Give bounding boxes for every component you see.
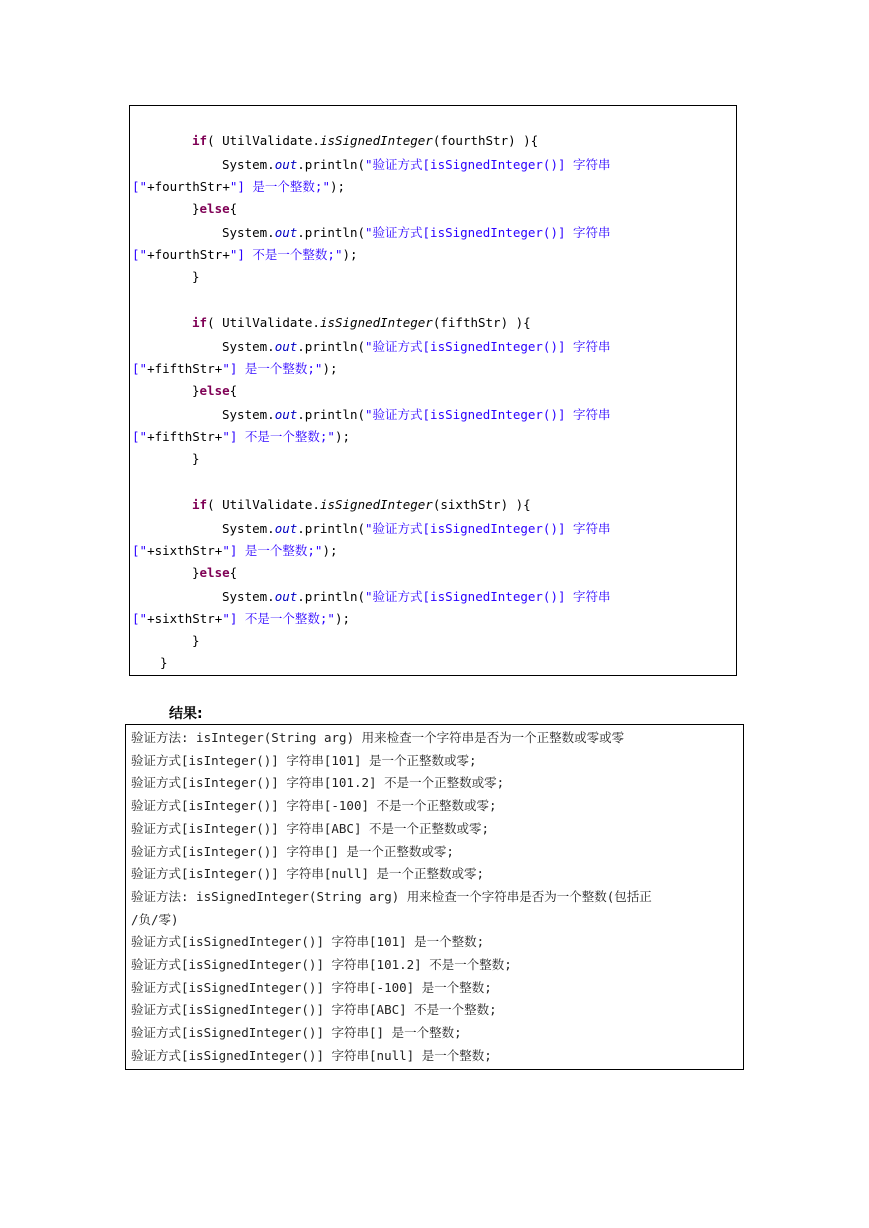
keyword-else: else bbox=[199, 201, 230, 216]
code-line: }else{ bbox=[192, 201, 238, 216]
code-line: System.out.println("验证方式[isSignedInteger()] 字符串 bbox=[222, 339, 611, 354]
code-line: }else{ bbox=[192, 383, 238, 398]
code-line: System.out.println("验证方式[isSignedInteger()] 字符串 bbox=[222, 157, 611, 172]
code-line: if( UtilValidate.isSignedInteger(fourthStr) ){ bbox=[192, 133, 539, 148]
code-line: } bbox=[192, 633, 200, 648]
result-line: 验证方式[isSignedInteger()] 字符串[] 是一个整数; bbox=[131, 1025, 462, 1041]
code-listing bbox=[129, 105, 737, 676]
result-line: 验证方式[isSignedInteger()] 字符串[101.2] 不是一个整数; bbox=[131, 957, 512, 972]
result-line: 验证方式[isSignedInteger()] 字符串[101] 是一个整数; bbox=[131, 934, 485, 950]
result-line: 验证方法: isInteger(String arg) 用来检查一个字符串是否为一个正整数或零或零 bbox=[131, 730, 625, 745]
code-line: }else{ bbox=[192, 565, 238, 580]
result-output bbox=[125, 724, 744, 1070]
result-line: 验证方式[isInteger()] 字符串[101] 是一个正整数或零; bbox=[131, 752, 477, 768]
keyword-else: else bbox=[199, 383, 230, 398]
keyword-else: else bbox=[199, 565, 230, 580]
result-line: 验证方式[isSignedInteger()] 字符串[null] 是一个整数; bbox=[131, 1047, 492, 1063]
code-line: ["+fourthStr+"] 是一个整数;"); bbox=[132, 179, 346, 194]
code-line: ["+fifthStr+"] 不是一个整数;"); bbox=[132, 429, 351, 444]
code-line: System.out.println("验证方式[isSignedInteger()] 字符串 bbox=[222, 225, 611, 240]
code-line: ["+sixthStr+"] 不是一个整数;"); bbox=[132, 611, 351, 626]
result-heading: 结果: bbox=[169, 706, 203, 722]
result-line: /负/零) bbox=[131, 911, 179, 927]
result-line: 验证方式[isInteger()] 字符串[101.2] 不是一个正整数或零; bbox=[131, 775, 505, 791]
code-line: ["+fourthStr+"] 不是一个整数;"); bbox=[132, 247, 358, 262]
code-line: ["+sixthStr+"] 是一个整数;"); bbox=[132, 543, 338, 558]
code-line: System.out.println("验证方式[isSignedInteger()] 字符串 bbox=[222, 589, 611, 604]
keyword-if: if bbox=[192, 315, 208, 330]
result-line: 验证方式[isInteger()] 字符串[ABC] 不是一个正整数或零; bbox=[131, 820, 490, 836]
code-line: System.out.println("验证方式[isSignedInteger()] 字符串 bbox=[222, 521, 611, 536]
code-line: if( UtilValidate.isSignedInteger(fifthStr) ){ bbox=[192, 315, 531, 330]
result-line: 验证方式[isInteger()] 字符串[-100] 不是一个正整数或零; bbox=[131, 798, 497, 814]
result-line: 验证方式[isSignedInteger()] 字符串[-100] 是一个整数; bbox=[131, 979, 492, 995]
keyword-if: if bbox=[192, 133, 208, 148]
result-line: 验证方法: isSignedInteger(String arg) 用来检查一个字符串是否为一个整数(包括正 bbox=[131, 888, 652, 904]
code-line: } bbox=[192, 269, 200, 284]
code-line: System.out.println("验证方式[isSignedInteger()] 字符串 bbox=[222, 407, 611, 422]
keyword-if: if bbox=[192, 497, 208, 512]
result-line: 验证方式[isSignedInteger()] 字符串[ABC] 不是一个整数; bbox=[131, 1002, 497, 1018]
result-line: 验证方式[isInteger()] 字符串[null] 是一个正整数或零; bbox=[131, 866, 485, 882]
result-line: 验证方式[isInteger()] 字符串[] 是一个正整数或零; bbox=[131, 843, 454, 859]
code-line: } bbox=[160, 655, 168, 670]
code-line: if( UtilValidate.isSignedInteger(sixthStr) ){ bbox=[192, 497, 531, 512]
code-line: } bbox=[192, 451, 200, 466]
code-line: ["+fifthStr+"] 是一个整数;"); bbox=[132, 361, 338, 376]
